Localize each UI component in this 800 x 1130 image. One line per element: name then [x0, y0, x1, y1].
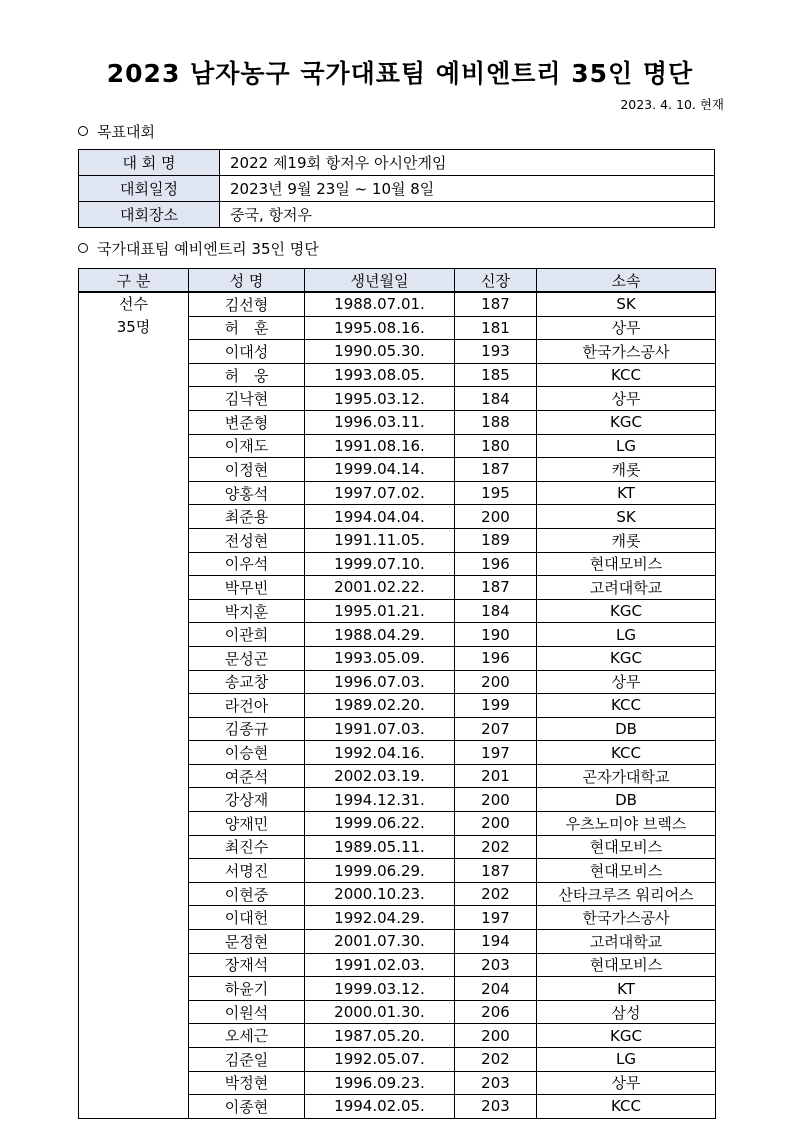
player-height: 202 — [455, 882, 537, 906]
player-birth: 1994.02.05. — [305, 1095, 455, 1119]
player-team: LG — [537, 1048, 716, 1072]
player-name: 장재석 — [189, 953, 305, 977]
player-height: 201 — [455, 764, 537, 788]
player-height: 202 — [455, 1048, 537, 1072]
player-birth: 2002.03.19. — [305, 764, 455, 788]
player-birth: 1993.08.05. — [305, 363, 455, 387]
event-row — [79, 202, 715, 228]
circle-bullet-icon — [78, 126, 88, 136]
player-height: 200 — [455, 812, 537, 836]
player-height: 184 — [455, 387, 537, 411]
player-birth: 1989.02.20. — [305, 694, 455, 718]
roster-header-row — [79, 269, 716, 293]
group-label: 선수 — [119, 295, 148, 313]
player-name: 문성곤 — [189, 646, 305, 670]
player-name: 이현중 — [189, 882, 305, 906]
event-value: 중국, 항저우 — [220, 202, 715, 228]
player-height: 185 — [455, 363, 537, 387]
player-height: 187 — [455, 576, 537, 600]
section-heading-text: 국가대표팀 예비엔트리 35인 명단 — [97, 240, 319, 258]
group-count: 35명 — [116, 318, 151, 336]
player-name: 오세근 — [189, 1024, 305, 1048]
player-birth: 1995.03.12. — [305, 387, 455, 411]
player-birth: 1996.07.03. — [305, 670, 455, 694]
player-name: 이종현 — [189, 1095, 305, 1119]
player-birth: 1989.05.11. — [305, 835, 455, 859]
player-height: 200 — [455, 1024, 537, 1048]
player-height: 197 — [455, 741, 537, 765]
player-team: KGC — [537, 410, 716, 434]
player-height: 190 — [455, 623, 537, 647]
player-name: 김선형 — [189, 292, 305, 316]
player-team: SK — [537, 292, 716, 316]
player-team: KT — [537, 977, 716, 1001]
section-heading-text: 목표대회 — [97, 123, 155, 141]
player-height: 187 — [455, 292, 537, 316]
player-height: 203 — [455, 953, 537, 977]
player-name: 하윤기 — [189, 977, 305, 1001]
player-name: 양홍석 — [189, 481, 305, 505]
document-date: 2023. 4. 10. 현재 — [620, 97, 724, 112]
player-team: 상무 — [537, 387, 716, 411]
section-heading-roster — [78, 238, 319, 259]
player-name: 허 훈 — [189, 316, 305, 340]
event-label: 대 회 명 — [79, 150, 220, 176]
player-name: 이관희 — [189, 623, 305, 647]
player-height: 202 — [455, 835, 537, 859]
player-height: 187 — [455, 859, 537, 883]
player-birth: 1995.01.21. — [305, 599, 455, 623]
player-team: 상무 — [537, 670, 716, 694]
player-birth: 2000.10.23. — [305, 882, 455, 906]
player-name: 최진수 — [189, 835, 305, 859]
player-height: 203 — [455, 1095, 537, 1119]
player-height: 196 — [455, 646, 537, 670]
player-team: KCC — [537, 694, 716, 718]
player-height: 189 — [455, 528, 537, 552]
player-birth: 2000.01.30. — [305, 1000, 455, 1024]
player-birth: 2001.07.30. — [305, 930, 455, 954]
player-name: 박지훈 — [189, 599, 305, 623]
player-birth: 1992.04.16. — [305, 741, 455, 765]
player-height: 187 — [455, 458, 537, 482]
player-birth: 1994.04.04. — [305, 505, 455, 529]
player-height: 193 — [455, 340, 537, 364]
player-team: SK — [537, 505, 716, 529]
player-birth: 1999.06.22. — [305, 812, 455, 836]
player-birth: 1999.04.14. — [305, 458, 455, 482]
player-team: 상무 — [537, 1071, 716, 1095]
player-height: 200 — [455, 505, 537, 529]
player-birth: 1997.07.02. — [305, 481, 455, 505]
player-team: DB — [537, 788, 716, 812]
player-team: 산타크루즈 워리어스 — [537, 882, 716, 906]
event-row — [79, 150, 715, 176]
player-name: 최준용 — [189, 505, 305, 529]
player-name: 이대헌 — [189, 906, 305, 930]
player-name: 여준석 — [189, 764, 305, 788]
player-name: 이재도 — [189, 434, 305, 458]
event-value: 2023년 9월 23일 ~ 10월 8일 — [220, 176, 715, 202]
player-name: 강상재 — [189, 788, 305, 812]
player-name: 전성현 — [189, 528, 305, 552]
player-height: 184 — [455, 599, 537, 623]
player-name: 이정현 — [189, 458, 305, 482]
player-birth: 1993.05.09. — [305, 646, 455, 670]
player-birth: 1992.05.07. — [305, 1048, 455, 1072]
event-label: 대회장소 — [79, 202, 220, 228]
player-name: 김준일 — [189, 1048, 305, 1072]
player-height: 200 — [455, 788, 537, 812]
player-team: LG — [537, 434, 716, 458]
player-height: 194 — [455, 930, 537, 954]
player-team: KGC — [537, 1024, 716, 1048]
player-height: 197 — [455, 906, 537, 930]
player-team: KCC — [537, 363, 716, 387]
player-team: 고려대학교 — [537, 930, 716, 954]
group-cell — [79, 292, 189, 1118]
player-birth: 1987.05.20. — [305, 1024, 455, 1048]
event-value: 2022 제19회 항저우 아시안게임 — [220, 150, 715, 176]
player-name: 이원석 — [189, 1000, 305, 1024]
player-name: 양재민 — [189, 812, 305, 836]
player-team: 캐롯 — [537, 458, 716, 482]
header-group: 구 분 — [79, 269, 189, 293]
section-heading-target-event — [78, 121, 155, 142]
player-team: 한국가스공사 — [537, 340, 716, 364]
player-team: 현대모비스 — [537, 552, 716, 576]
player-team: 현대모비스 — [537, 953, 716, 977]
player-height: 204 — [455, 977, 537, 1001]
player-birth: 1995.08.16. — [305, 316, 455, 340]
player-birth: 1992.04.29. — [305, 906, 455, 930]
player-birth: 1991.02.03. — [305, 953, 455, 977]
player-height: 180 — [455, 434, 537, 458]
player-birth: 1996.09.23. — [305, 1071, 455, 1095]
player-team: KCC — [537, 1095, 716, 1119]
player-team: KT — [537, 481, 716, 505]
player-name: 문정현 — [189, 930, 305, 954]
player-name: 서명진 — [189, 859, 305, 883]
event-info-table — [78, 149, 715, 228]
player-height: 199 — [455, 694, 537, 718]
player-name: 박무빈 — [189, 576, 305, 600]
player-name: 김낙현 — [189, 387, 305, 411]
player-team: 상무 — [537, 316, 716, 340]
player-team: KCC — [537, 741, 716, 765]
header-birth: 생년월일 — [305, 269, 455, 293]
player-team: KGC — [537, 646, 716, 670]
player-height: 206 — [455, 1000, 537, 1024]
header-team: 소속 — [537, 269, 716, 293]
player-name: 박정현 — [189, 1071, 305, 1095]
player-name: 변준형 — [189, 410, 305, 434]
player-birth: 1988.07.01. — [305, 292, 455, 316]
player-birth: 1999.03.12. — [305, 977, 455, 1001]
player-birth: 1996.03.11. — [305, 410, 455, 434]
player-height: 195 — [455, 481, 537, 505]
player-height: 196 — [455, 552, 537, 576]
player-birth: 1991.11.05. — [305, 528, 455, 552]
event-label: 대회일정 — [79, 176, 220, 202]
player-birth: 1988.04.29. — [305, 623, 455, 647]
player-height: 207 — [455, 717, 537, 741]
player-birth: 1999.06.29. — [305, 859, 455, 883]
player-team: 현대모비스 — [537, 835, 716, 859]
player-height: 200 — [455, 670, 537, 694]
player-team: 현대모비스 — [537, 859, 716, 883]
player-team: 한국가스공사 — [537, 906, 716, 930]
player-height: 181 — [455, 316, 537, 340]
player-name: 김종규 — [189, 717, 305, 741]
player-name: 허 웅 — [189, 363, 305, 387]
player-birth: 1991.07.03. — [305, 717, 455, 741]
player-birth: 1994.12.31. — [305, 788, 455, 812]
player-team: 곤자가대학교 — [537, 764, 716, 788]
player-height: 203 — [455, 1071, 537, 1095]
player-birth: 1999.07.10. — [305, 552, 455, 576]
header-name: 성 명 — [189, 269, 305, 293]
circle-bullet-icon — [78, 243, 88, 253]
player-birth: 1990.05.30. — [305, 340, 455, 364]
player-birth: 2001.02.22. — [305, 576, 455, 600]
header-height: 신장 — [455, 269, 537, 293]
player-name: 이대성 — [189, 340, 305, 364]
player-team: 고려대학교 — [537, 576, 716, 600]
player-name: 송교창 — [189, 670, 305, 694]
player-name: 이승현 — [189, 741, 305, 765]
player-name: 이우석 — [189, 552, 305, 576]
player-row — [79, 292, 716, 316]
player-team: 우츠노미야 브렉스 — [537, 812, 716, 836]
player-team: 삼성 — [537, 1000, 716, 1024]
player-team: LG — [537, 623, 716, 647]
player-birth: 1991.08.16. — [305, 434, 455, 458]
player-team: 캐롯 — [537, 528, 716, 552]
player-name: 라건아 — [189, 694, 305, 718]
event-row — [79, 176, 715, 202]
player-team: KGC — [537, 599, 716, 623]
player-team: DB — [537, 717, 716, 741]
player-height: 188 — [455, 410, 537, 434]
document-title: 2023 남자농구 국가대표팀 예비엔트리 35인 명단 — [106, 59, 694, 88]
roster-table — [78, 268, 716, 1119]
